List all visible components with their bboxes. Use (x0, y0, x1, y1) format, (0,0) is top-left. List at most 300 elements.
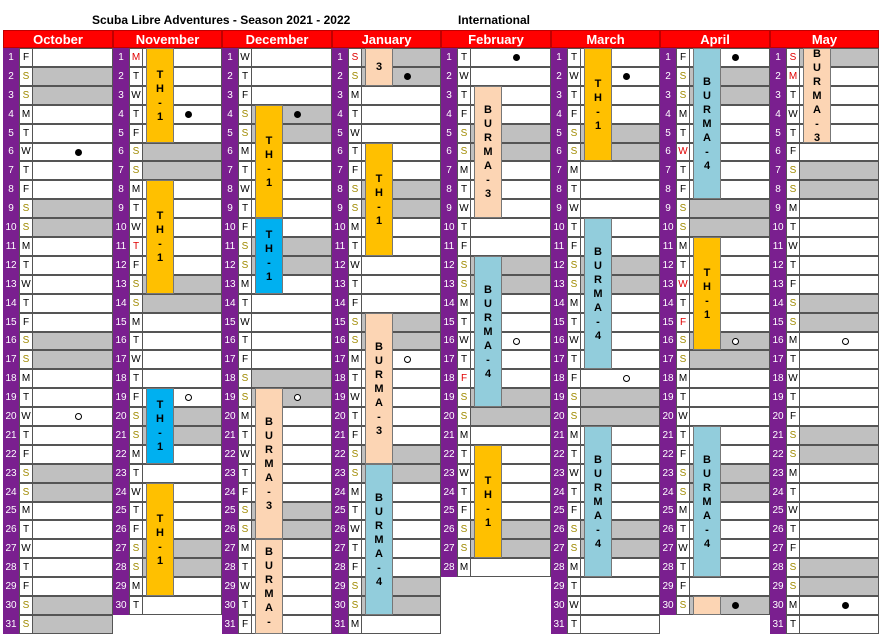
day-cell[interactable] (252, 313, 332, 332)
trip-label-char: H (156, 526, 164, 539)
weekday-letter: W (129, 86, 143, 105)
day-cell[interactable] (252, 67, 332, 86)
day-cell[interactable] (33, 199, 113, 218)
day-cell[interactable] (800, 596, 879, 615)
day-number: 17 (332, 350, 348, 369)
weekday-letter: T (786, 483, 800, 502)
trip-label-char: - (705, 145, 709, 158)
day-cell[interactable] (33, 161, 113, 180)
day-cell[interactable] (143, 294, 222, 313)
trip-block[interactable] (693, 48, 721, 199)
weekday-letter: S (19, 615, 33, 634)
day-number: 2 (770, 67, 786, 86)
day-number: 18 (660, 369, 676, 388)
weekday-letter: T (457, 483, 471, 502)
day-cell[interactable] (33, 256, 113, 275)
day-cell[interactable] (252, 86, 332, 105)
weekday-letter: W (567, 67, 581, 86)
day-number: 7 (660, 161, 676, 180)
day-number: 11 (222, 237, 238, 256)
weekday-letter: M (129, 577, 143, 596)
day-cell[interactable] (362, 256, 441, 275)
trip-label-char: - (267, 257, 271, 269)
day-cell[interactable] (33, 502, 113, 520)
weekday-letter: T (457, 180, 471, 199)
day-cell[interactable] (362, 124, 441, 143)
day-number: 3 (441, 86, 457, 105)
trip-label-char: M (593, 287, 603, 300)
day-number: 10 (3, 218, 19, 237)
day-cell[interactable] (252, 48, 332, 67)
weekday-letter: T (19, 520, 33, 539)
day-number: 19 (551, 388, 567, 407)
trip-label-char: - (377, 561, 381, 574)
day-cell[interactable] (800, 407, 879, 426)
weekday-letter: W (238, 445, 252, 464)
day-cell[interactable] (690, 218, 770, 237)
weekday-letter: S (238, 237, 252, 256)
day-cell[interactable] (33, 369, 113, 388)
day-cell[interactable] (581, 161, 660, 180)
day-number: 21 (660, 426, 676, 445)
day-number: 12 (3, 256, 19, 275)
weekday-letter: S (348, 596, 362, 615)
trip-label-char: R (594, 481, 602, 494)
day-number: 23 (551, 464, 567, 483)
day-cell[interactable] (800, 332, 879, 350)
day-cell[interactable] (690, 350, 770, 369)
day-number: 22 (551, 445, 567, 464)
day-cell[interactable] (800, 161, 879, 180)
trip-block[interactable] (693, 596, 721, 615)
day-cell[interactable] (33, 124, 113, 143)
day-cell[interactable] (362, 275, 441, 294)
day-cell[interactable] (33, 48, 113, 67)
day-number: 22 (3, 445, 19, 464)
trip-block[interactable] (474, 445, 502, 558)
weekday-letter: S (457, 388, 471, 407)
day-number: 21 (551, 426, 567, 445)
day-number: 4 (222, 105, 238, 124)
trip-label-char: 4 (703, 537, 711, 550)
trip-block[interactable] (693, 237, 721, 350)
day-number: 28 (332, 558, 348, 577)
day-number: 11 (113, 237, 129, 256)
day-cell[interactable] (800, 483, 879, 502)
day-cell[interactable] (33, 596, 113, 615)
day-cell[interactable] (33, 275, 113, 294)
day-number: 3 (222, 86, 238, 105)
day-number: 18 (113, 369, 129, 388)
day-cell[interactable] (252, 350, 332, 369)
trip-block[interactable] (365, 464, 393, 615)
day-cell[interactable] (471, 426, 551, 445)
weekday-letter: S (676, 218, 690, 237)
day-cell[interactable] (800, 445, 879, 464)
day-cell[interactable] (33, 180, 113, 199)
day-number: 27 (441, 539, 457, 558)
trip-block[interactable] (803, 48, 831, 143)
day-cell[interactable] (362, 615, 441, 634)
weekday-letter: W (19, 143, 33, 161)
weekday-letter: S (567, 539, 581, 558)
day-number: 3 (113, 86, 129, 105)
day-cell[interactable] (800, 615, 879, 634)
weekday-letter: T (676, 256, 690, 275)
day-number: 4 (551, 105, 567, 124)
weekday-letter: M (786, 596, 800, 615)
day-number: 8 (441, 180, 457, 199)
day-cell[interactable] (252, 369, 332, 388)
day-cell[interactable] (690, 407, 770, 426)
day-cell[interactable] (800, 199, 879, 218)
weekday-letter: S (567, 256, 581, 275)
day-number: 16 (770, 332, 786, 350)
day-cell[interactable] (471, 218, 551, 237)
day-number: 1 (551, 48, 567, 67)
weekday-letter: M (457, 558, 471, 577)
day-number: 30 (113, 596, 129, 615)
day-number: 13 (441, 275, 457, 294)
day-cell[interactable] (800, 294, 879, 313)
weekday-letter: W (457, 464, 471, 483)
weekday-letter: F (129, 256, 143, 275)
weekday-letter: F (238, 86, 252, 105)
weekday-letter: S (238, 502, 252, 520)
day-number: 22 (332, 445, 348, 464)
day-number: 25 (332, 502, 348, 520)
day-cell[interactable] (143, 464, 222, 483)
day-cell[interactable] (143, 596, 222, 615)
full-moon-icon (185, 394, 192, 401)
day-number: 9 (551, 199, 567, 218)
day-number: 26 (222, 520, 238, 539)
day-cell[interactable] (471, 67, 551, 86)
day-cell[interactable] (33, 350, 113, 369)
weekday-letter: S (348, 464, 362, 483)
day-cell[interactable] (471, 558, 551, 577)
day-number: 4 (660, 105, 676, 124)
day-cell[interactable] (33, 86, 113, 105)
trip-label-char: H (156, 82, 164, 95)
day-cell[interactable] (143, 313, 222, 332)
trip-label-char: - (158, 427, 162, 439)
weekday-letter: S (676, 332, 690, 350)
day-cell[interactable] (800, 350, 879, 369)
trip-block[interactable] (365, 313, 393, 464)
day-number: 3 (770, 86, 786, 105)
day-number: 22 (660, 445, 676, 464)
day-cell[interactable] (581, 388, 660, 407)
day-cell[interactable] (362, 294, 441, 313)
day-number: 27 (770, 539, 786, 558)
trip-label-char: A (484, 339, 492, 352)
trip-label-char: B (703, 75, 711, 88)
trip-label-char: R (703, 481, 711, 494)
day-number: 16 (3, 332, 19, 350)
day-number: 5 (551, 124, 567, 143)
day-number: 23 (113, 464, 129, 483)
day-number: 8 (332, 180, 348, 199)
weekday-letter: T (19, 256, 33, 275)
day-cell[interactable] (800, 143, 879, 161)
trip-block[interactable] (584, 48, 612, 161)
day-cell[interactable] (33, 313, 113, 332)
day-cell[interactable] (33, 520, 113, 539)
day-cell[interactable] (800, 577, 879, 596)
trip-block[interactable] (255, 388, 283, 539)
day-cell[interactable] (33, 218, 113, 237)
day-number: 10 (332, 218, 348, 237)
weekday-letter: W (567, 199, 581, 218)
weekday-letter: T (129, 369, 143, 388)
day-number: 9 (441, 199, 457, 218)
weekday-letter: S (129, 161, 143, 180)
weekday-letter: S (457, 520, 471, 539)
day-cell[interactable] (33, 67, 113, 86)
trip-label-char: U (813, 61, 821, 74)
weekday-letter: S (457, 275, 471, 294)
day-cell[interactable] (800, 502, 879, 520)
day-cell[interactable] (800, 464, 879, 483)
day-cell[interactable] (800, 275, 879, 294)
trip-block[interactable] (474, 86, 502, 218)
trip-block[interactable] (693, 426, 721, 577)
day-cell[interactable] (800, 426, 879, 445)
weekday-letter: S (786, 313, 800, 332)
trip-label-char: - (267, 615, 271, 628)
trip-label-char: M (264, 587, 274, 600)
full-moon-icon (294, 394, 301, 401)
day-number: 1 (3, 48, 19, 67)
day-cell[interactable] (33, 464, 113, 483)
weekday-letter: T (786, 388, 800, 407)
weekday-letter: S (786, 445, 800, 464)
weekday-letter: S (348, 199, 362, 218)
day-number: 14 (332, 294, 348, 313)
weekday-letter: S (457, 407, 471, 426)
day-cell[interactable] (581, 615, 660, 634)
day-cell[interactable] (33, 388, 113, 407)
weekday-letter: T (238, 426, 252, 445)
day-cell[interactable] (362, 105, 441, 124)
weekday-letter: W (567, 332, 581, 350)
weekday-letter: S (348, 313, 362, 332)
day-cell[interactable] (33, 558, 113, 577)
trip-block[interactable] (146, 48, 174, 143)
trip-label-char: A (375, 547, 383, 560)
trip-block[interactable] (146, 388, 174, 464)
day-cell[interactable] (800, 218, 879, 237)
day-number: 29 (222, 577, 238, 596)
trip-block[interactable] (365, 143, 393, 256)
trip-label-char: 3 (265, 499, 273, 512)
day-cell[interactable] (33, 237, 113, 256)
day-cell[interactable] (471, 48, 551, 67)
trip-block[interactable] (146, 483, 174, 596)
day-number: 6 (770, 143, 786, 161)
weekday-letter: S (348, 48, 362, 67)
day-number: 10 (770, 218, 786, 237)
day-cell[interactable] (800, 256, 879, 275)
weekday-letter: S (238, 256, 252, 275)
day-cell[interactable] (800, 237, 879, 256)
day-cell[interactable] (143, 332, 222, 350)
trip-label-char: M (483, 146, 493, 158)
day-number: 25 (770, 502, 786, 520)
weekday-letter: F (457, 105, 471, 124)
trip-block[interactable] (255, 105, 283, 218)
day-cell[interactable] (33, 294, 113, 313)
trip-label-char: - (267, 485, 271, 498)
day-cell[interactable] (690, 369, 770, 388)
day-number: 19 (3, 388, 19, 407)
weekday-letter: S (129, 275, 143, 294)
day-number: 27 (551, 539, 567, 558)
day-cell[interactable] (143, 161, 222, 180)
day-cell[interactable] (800, 558, 879, 577)
day-cell[interactable] (143, 369, 222, 388)
weekday-letter: S (19, 483, 33, 502)
day-cell[interactable] (800, 539, 879, 558)
weekday-letter: T (238, 464, 252, 483)
day-number: 14 (113, 294, 129, 313)
weekday-letter: S (786, 161, 800, 180)
weekday-letter: S (19, 218, 33, 237)
day-number: 17 (660, 350, 676, 369)
day-cell[interactable] (800, 369, 879, 388)
trip-label-char: - (705, 294, 709, 307)
day-number: 26 (770, 520, 786, 539)
day-number: 12 (332, 256, 348, 275)
day-cell[interactable] (581, 577, 660, 596)
weekday-letter: M (676, 369, 690, 388)
day-cell[interactable] (581, 199, 660, 218)
day-number: 31 (332, 615, 348, 634)
day-number: 23 (332, 464, 348, 483)
day-number: 8 (3, 180, 19, 199)
weekday-letter: T (457, 313, 471, 332)
day-cell[interactable] (33, 143, 113, 161)
day-number: 14 (441, 294, 457, 313)
weekday-letter: M (19, 105, 33, 124)
day-number: 12 (770, 256, 786, 275)
day-number: 29 (332, 577, 348, 596)
weekday-letter: T (457, 48, 471, 67)
day-cell[interactable] (33, 105, 113, 124)
weekday-letter: W (676, 407, 690, 426)
day-number: 2 (113, 67, 129, 86)
trip-label-char: U (703, 467, 711, 480)
day-number: 6 (441, 143, 457, 161)
day-cell[interactable] (143, 350, 222, 369)
day-cell[interactable] (581, 180, 660, 199)
day-number: 9 (660, 199, 676, 218)
day-cell[interactable] (33, 332, 113, 350)
weekday-letter: S (129, 143, 143, 161)
day-cell[interactable] (33, 407, 113, 426)
weekday-letter: T (457, 86, 471, 105)
day-cell[interactable] (471, 407, 551, 426)
weekday-letter: T (457, 350, 471, 369)
day-number: 21 (441, 426, 457, 445)
weekday-letter: S (676, 483, 690, 502)
trip-block[interactable] (146, 180, 174, 294)
day-number: 27 (222, 539, 238, 558)
trip-label-char: R (484, 311, 492, 324)
day-cell[interactable] (800, 388, 879, 407)
weekday-letter: S (786, 48, 800, 67)
day-cell[interactable] (581, 369, 660, 388)
trip-block[interactable] (474, 256, 502, 407)
day-number: 14 (551, 294, 567, 313)
weekday-letter: M (676, 237, 690, 256)
day-number: 11 (551, 237, 567, 256)
day-cell[interactable] (252, 294, 332, 313)
weekday-letter: T (129, 596, 143, 615)
day-cell[interactable] (33, 426, 113, 445)
full-moon-icon (623, 375, 630, 382)
weekday-letter: W (238, 48, 252, 67)
full-moon-icon (404, 356, 411, 363)
day-cell[interactable] (581, 596, 660, 615)
weekday-letter: F (567, 502, 581, 520)
trip-label-char: 1 (156, 110, 164, 123)
weekday-letter: T (567, 483, 581, 502)
weekday-letter: S (567, 124, 581, 143)
weekday-letter: W (129, 483, 143, 502)
day-number: 18 (770, 369, 786, 388)
day-cell[interactable] (33, 445, 113, 464)
day-cell[interactable] (690, 577, 770, 596)
trip-label-char: R (703, 103, 711, 116)
new-moon-icon (294, 111, 301, 118)
day-cell[interactable] (143, 143, 222, 161)
trip-label-char: A (594, 301, 602, 314)
trip-block[interactable] (584, 218, 612, 369)
weekday-letter: M (238, 407, 252, 426)
day-cell[interactable] (33, 577, 113, 596)
trip-block[interactable] (255, 539, 283, 634)
trip-block[interactable] (255, 218, 283, 294)
day-cell[interactable] (471, 237, 551, 256)
new-moon-icon (623, 73, 630, 80)
trip-label-char: T (156, 399, 164, 411)
day-cell[interactable] (33, 539, 113, 558)
day-cell[interactable] (690, 388, 770, 407)
trip-block[interactable] (365, 48, 393, 86)
weekday-letter: T (238, 332, 252, 350)
trip-block[interactable] (584, 426, 612, 577)
day-cell[interactable] (800, 313, 879, 332)
day-cell[interactable] (690, 199, 770, 218)
day-number: 22 (222, 445, 238, 464)
day-cell[interactable] (33, 483, 113, 502)
day-cell[interactable] (800, 520, 879, 539)
trip-label-char: T (156, 210, 164, 222)
day-cell[interactable] (581, 407, 660, 426)
trip-label-char: 3 (375, 61, 383, 73)
weekday-letter: F (129, 124, 143, 143)
day-number: 31 (551, 615, 567, 634)
day-number: 19 (770, 388, 786, 407)
day-cell[interactable] (252, 332, 332, 350)
weekday-letter: T (676, 124, 690, 143)
day-cell[interactable] (33, 615, 113, 634)
trip-label-char: R (813, 75, 821, 88)
day-cell[interactable] (362, 86, 441, 105)
day-cell[interactable] (800, 180, 879, 199)
